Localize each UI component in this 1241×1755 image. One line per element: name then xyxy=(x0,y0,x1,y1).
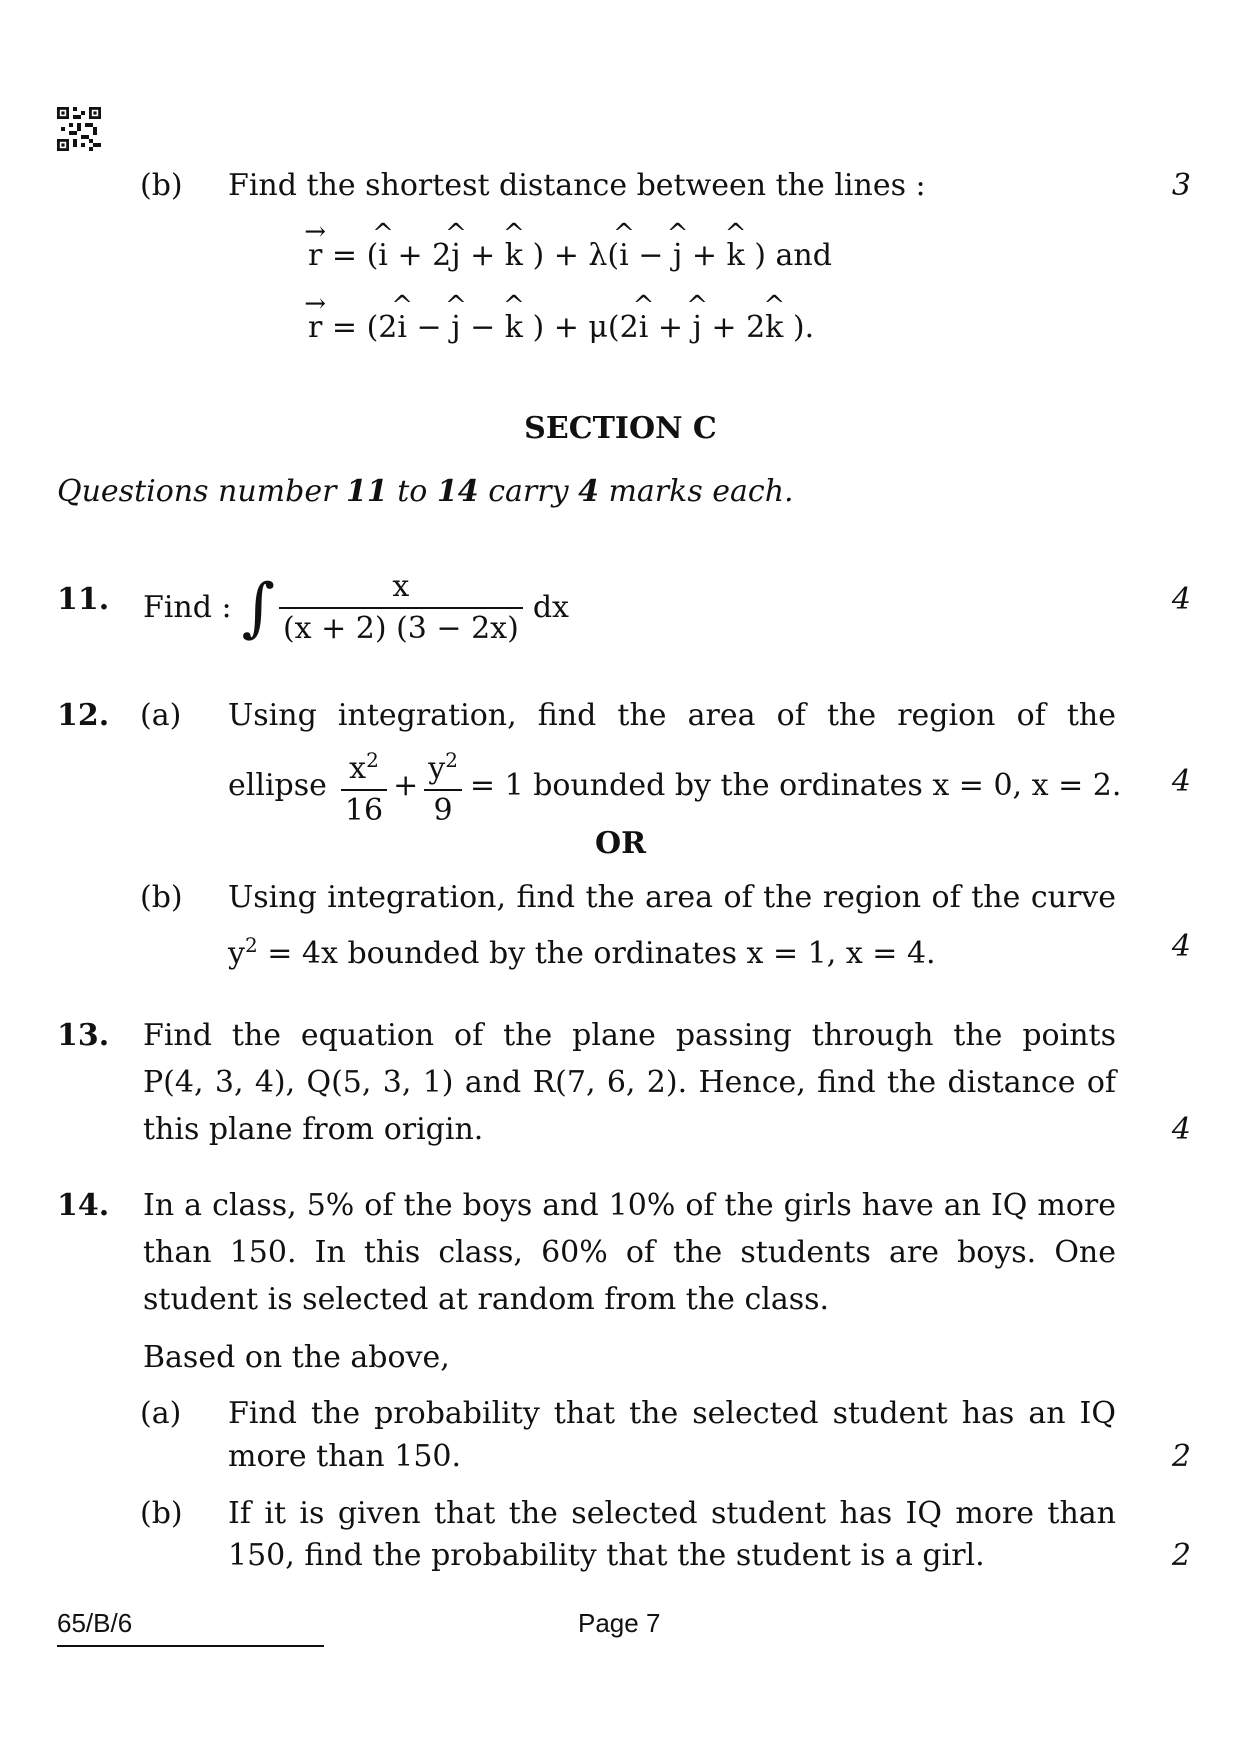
q12a-marks: 4 xyxy=(1171,764,1191,799)
q14a-label: (a) xyxy=(140,1396,182,1431)
footer-code: 65/B/6 xyxy=(57,1608,133,1638)
q13-line3: this plane from origin. xyxy=(143,1112,484,1147)
footer-page: Page 7 xyxy=(578,1608,661,1638)
q12-or: OR xyxy=(595,826,647,861)
q10b-label: (b) xyxy=(140,168,183,203)
q12a-line1: Using integration, find the area of the region of the xyxy=(228,698,1116,733)
q13-marks: 4 xyxy=(1171,1112,1191,1147)
q12b-line2: $y^2 = 4x$ bounded by the ordinates x = 1, x = 4. xyxy=(228,933,936,971)
q12b-marks: 4 xyxy=(1171,929,1191,964)
q12a-ellipse-line: ellipse $\frac{x^2}{16}$ + $\frac{y^2}{9}$ = 1 bounded by the ordinates x = 0, x = 2. xyxy=(228,740,1121,831)
q14-line1: In a class, 5% of the boys and 10% of the girls have an IQ more xyxy=(143,1188,1116,1223)
q10b-line1: → r = (^ i + 2^ j + ^ k ) + λ(^ i − ^ j + ^ k ) and xyxy=(308,238,832,274)
q12b-label: (b) xyxy=(140,880,183,915)
q13-number: 13. xyxy=(57,1018,110,1053)
q14-line2: than 150. In this class, 60% of the students are boys. One xyxy=(143,1235,1116,1270)
q11-expression: Find : ∫ $\frac{x}{(x + 2) (3 - 2x)}$ dx xyxy=(143,569,569,646)
q14-based: Based on the above, xyxy=(143,1340,450,1375)
q12a-label: (a) xyxy=(140,698,182,733)
q12b-line1: Using integration, find the area of the region of the curve xyxy=(228,880,1116,915)
qr-code xyxy=(57,107,101,151)
q11-marks: 4 xyxy=(1171,582,1191,617)
q14b-line1: If it is given that the selected student has IQ more than xyxy=(228,1496,1116,1531)
q14b-label: (b) xyxy=(140,1496,183,1531)
q10b-line2: → r = (2^ i − ^ j − ^ k ) + μ(2^ i + ^ j + 2^ k ). xyxy=(308,310,814,346)
q12-number: 12. xyxy=(57,698,110,733)
section-title: SECTION C xyxy=(524,411,717,446)
q14-number: 14. xyxy=(57,1188,110,1223)
q10b-text: Find the shortest distance between the lines : xyxy=(228,168,926,203)
q13-line2: P(4, 3, 4), Q(5, 3, 1) and R(7, 6, 2). Hence, find the distance of xyxy=(143,1065,1116,1100)
q14a-marks: 2 xyxy=(1171,1439,1191,1474)
q14a-line2: more than 150. xyxy=(228,1439,462,1474)
footer-divider xyxy=(57,1645,324,1647)
q14b-line2: 150, find the probability that the student is a girl. xyxy=(228,1538,985,1573)
q13-line1: Find the equation of the plane passing through the points xyxy=(143,1018,1116,1053)
q14a-line1: Find the probability that the selected student has an IQ xyxy=(228,1396,1116,1431)
q10b-marks: 3 xyxy=(1171,168,1191,203)
q14-line3: student is selected at random from the class. xyxy=(143,1282,830,1317)
q11-number: 11. xyxy=(57,582,110,617)
q14b-marks: 2 xyxy=(1171,1538,1191,1573)
section-instructions: Questions number 11 to 14 carry 4 marks each. xyxy=(57,474,794,509)
